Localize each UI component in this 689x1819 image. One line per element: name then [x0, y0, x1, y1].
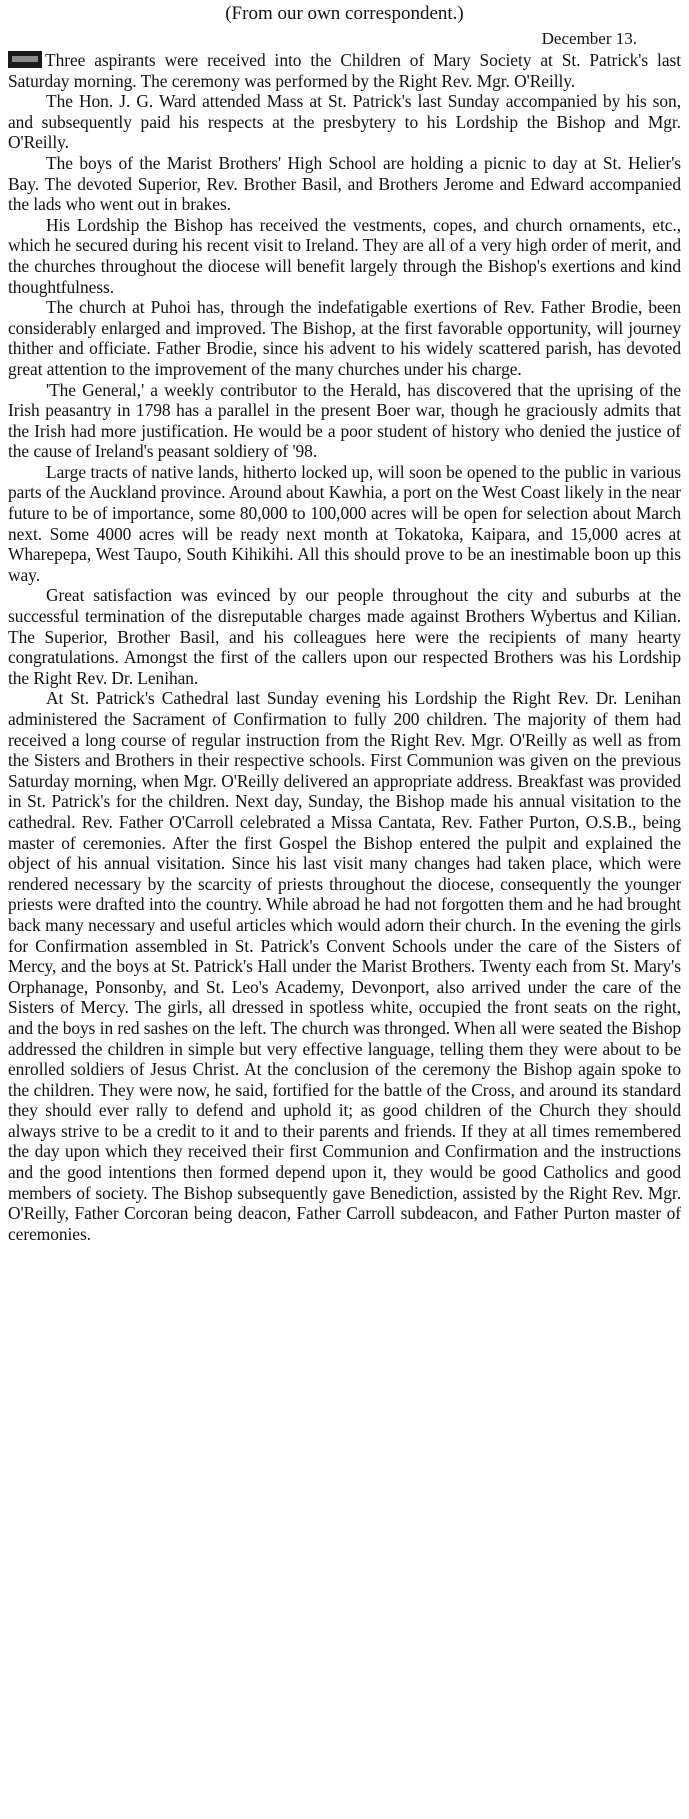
paragraph-brothers-charges: Great satisfaction was evinced by our people throughout the city and suburbs at the successful termination of the disreputable charges made against Brothers Wybertus and Kilian. The Superior, Brother Basil, and his colleagues here were the recipients of many hearty congratulations. Amongst the first of the callers upon our respected Brothers was his Lordship the Right Rev. Dr. Lenihan.: [8, 585, 681, 688]
paragraph-children-of-mary: [8, 50, 681, 91]
paragraph-confirmation: At St. Patrick's Cathedral last Sunday evening his Lordship the Right Rev. Dr. Lenihan administered the Sacrament of Confirmation to fully 200 children. The majority of them had received a long course of regular instruction from the Right Rev. Mgr. O'Reilly as well as from the Sisters and Brothers in their respective schools. First Communion was given on the previous Saturday morning, when Mgr. O'Reilly delivered an appropriate address. Breakfast was provided in St. Patrick's for the children. Next day, Sunday, the Bishop made his annual visitation to the cathedral. Rev. Father O'Carroll celebrated a Missa Cantata, Rev. Father Purton, O.S.B., being master of ceremonies. After the first Gospel the Bishop entered the pulpit and explained the object of his annual visitation. Since his last visit many changes had taken place, which were rendered necessary by the scarcity of priests throughout the diocese, consequently the younger priests were drafted into the country. While abroad he had not forgotten them and he had brought back many necessary and useful articles which would adorn their church. In the evening the girls for Confirmation assembled in St. Patrick's Convent Schools under the care of the Sisters of Mercy, and the boys at St. Patrick's Hall under the Marist Brothers. Twenty each from St. Mary's Orphanage, Ponsonby, and St. Leo's Academy, Devonport, also arrived under the care of the Sisters of Mercy. The girls, all dressed in spotless white, occupied the front seats on the right, and the boys in red sashes on the left. The church was thronged. When all were seated the Bishop addressed the children in simple but very effective language, telling them they were about to be enrolled soldiers of Jesus Christ. At the conclusion of the ceremony the Bishop again spoke to the children. They were now, he said, fortified for the battle of the Cross, and around its standard they should ever rally to defend and uphold it; as good children of the Church they should always strive to be a credit to it and to their parents and friends. If they at all times remembered the day upon which they received their first Communion and Confirmation and the instructions and the good intentions then formed depend upon it, they would be good Catholics and good members of society. The Bishop subsequently gave Benediction, assisted by the Right Rev. Mgr. O'Reilly, Father Corcoran being deacon, Father Carroll subdeacon, and Father Purton master of ceremonies.: [8, 688, 681, 1244]
paragraph-puhoi-church: The church at Puhoi has, through the indefatigable exertions of Rev. Father Brodie, been considerably enlarged and improved. The Bishop, at the first favorable opportunity, will journey thither and officiate. Father Brodie, since his advent to his widely scattered parish, has devoted great attention to the improvement of the many churches under his charge.: [8, 297, 681, 379]
paragraph-the-general: 'The General,' a weekly contributor to the Herald, has discovered that the uprising of the Irish peasantry in 1798 has a parallel in the present Boer war, though he graciously admits that the Irish had more justification. He would be a poor student of history who denied the justice of the cause of Ireland's peasant soldiery of '98.: [8, 379, 681, 462]
paragraph-native-lands: Large tracts of native lands, hitherto locked up, will soon be opened to the public in various parts of the Auckland province. Around about Kawhia, a port on the West Coast likely in the near future to be of importance, some 80,000 to 100,000 acres will be open for selection about March next. Some 4000 acres will be ready next month at Tokatoka, Kaipara, and 15,000 acres at Wharepepa, West Taupo, South Kihikihi. All this should prove to be an inestimable boon up this way.: [8, 461, 681, 585]
dateline: December 13.: [541, 29, 637, 48]
section-ornament-icon: [8, 51, 42, 68]
byline: (From our own correspondent.): [225, 3, 464, 24]
paragraph-vestments: His Lordship the Bishop has received the vestments, copes, and church ornaments, etc., which he secured during his recent visit to Ireland. They are all of a very high order of merit, and the churches throughout the diocese will benefit largely through the Bishop's exertions and kind thoughtfulness.: [8, 214, 681, 297]
paragraph-hon-ward: The Hon. J. G. Ward attended Mass at St. Patrick's last Sunday accompanied by his son, and subsequently paid his respects at the presbytery to his Lordship the Bishop and Mgr. O'Reilly.: [8, 91, 681, 153]
paragraph-marist-picnic: The boys of the Marist Brothers' High School are holding a picnic to day at St. Helier's Bay. The devoted Superior, Rev. Brother Basil, and Brothers Jerome and Edward accompanied the lads who went out in brakes.: [8, 152, 681, 215]
paragraph-text: Three aspirants were received into the Children of Mary Society at St. Patrick's last Saturday morning. The ceremony was performed by the Right Rev. Mgr. O'Reilly.: [8, 50, 681, 91]
